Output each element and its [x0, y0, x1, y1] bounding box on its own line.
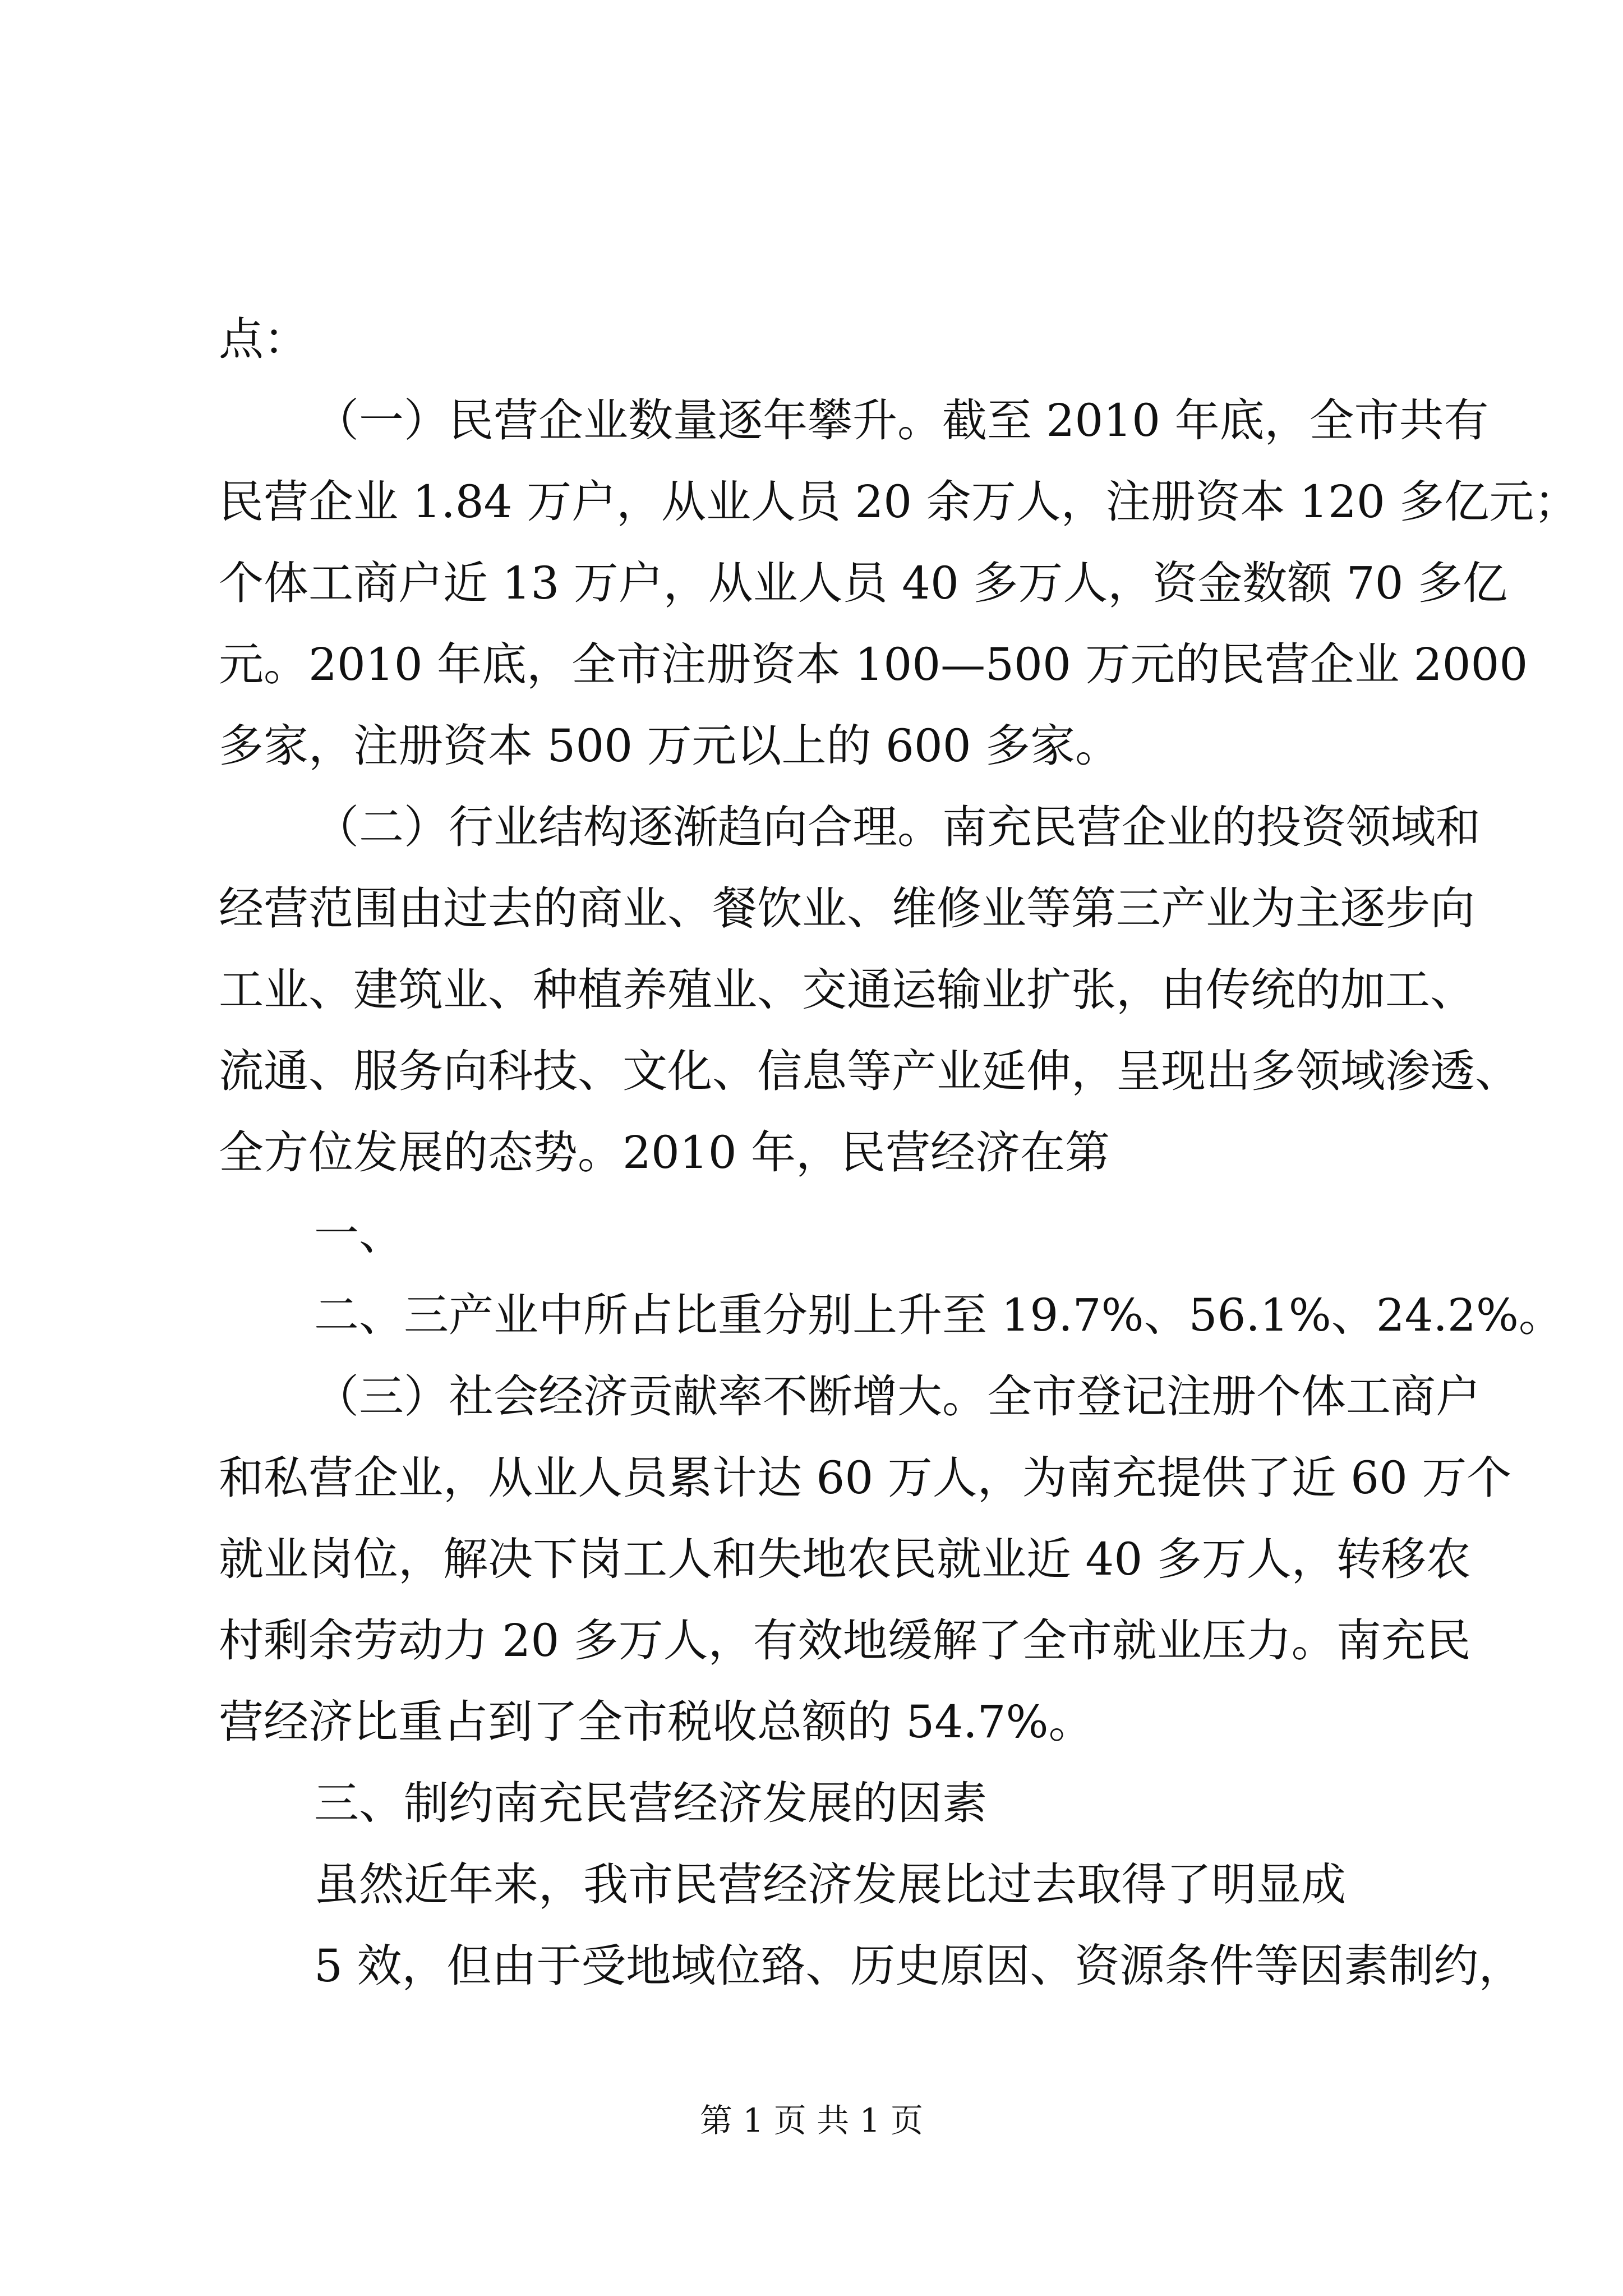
text-line-20: 虽然近年来，我市民营经济发展比过去取得了明显成 — [314, 1858, 1346, 1911]
text-line-17: 村剩余劳动力 20 多万人，有效地缓解了全市就业压力。南充民 — [219, 1614, 1471, 1667]
section-heading: 三、制约南充民营经济发展的因素 — [314, 1777, 987, 1829]
text-line-5: 元。2010 年底，全市注册资本 100—500 万元的民营企业 2000 — [219, 638, 1528, 691]
text-line-7: （二）行业结构逐渐趋向合理。南充民营企业的投资领域和 — [314, 801, 1481, 853]
page-footer: 第 1 页 共 1 页 — [700, 2101, 923, 2139]
text-line-12: 一、 — [314, 1208, 404, 1260]
text-line-1: 点： — [219, 313, 308, 365]
text-line-14: （三）社会经济贡献率不断增大。全市登记注册个体工商户 — [314, 1370, 1481, 1423]
text-line-21: 5 效，但由于受地域位臵、历史原因、资源条件等因素制约， — [314, 1940, 1524, 1992]
text-line-8: 经营范围由过去的商业、餐饮业、维修业等第三产业为主逐步向 — [219, 882, 1475, 935]
text-line-11: 全方位发展的态势。2010 年，民营经济在第 — [219, 1126, 1110, 1179]
text-line-13: 二、三产业中所占比重分别上升至 19.7%、56.1%、24.2%。 — [314, 1289, 1564, 1341]
text-line-18: 营经济比重占到了全市税收总额的 54.7%。 — [219, 1696, 1094, 1748]
text-line-2: （一）民营企业数量逐年攀升。截至 2010 年底，全市共有 — [314, 394, 1489, 447]
text-line-6: 多家，注册资本 500 万元以上的 600 多家。 — [219, 720, 1121, 772]
text-line-16: 就业岗位，解决下岗工人和失地农民就业近 40 多万人，转移农 — [219, 1533, 1471, 1585]
text-line-9: 工业、建筑业、种植养殖业、交通运输业扩张，由传统的加工、 — [219, 964, 1475, 1016]
text-line-3: 民营企业 1.84 万户，从业人员 20 余万人，注册资本 120 多亿元； — [219, 476, 1579, 528]
text-line-4: 个体工商户近 13 万户，从业人员 40 多万人，资金数额 70 多亿 — [219, 557, 1507, 609]
text-line-10: 流通、服务向科技、文化、信息等产业延伸，呈现出多领域渗透、 — [219, 1045, 1520, 1097]
text-line-15: 和私营企业，从业人员累计达 60 万人，为南充提供了近 60 万个 — [219, 1452, 1512, 1504]
